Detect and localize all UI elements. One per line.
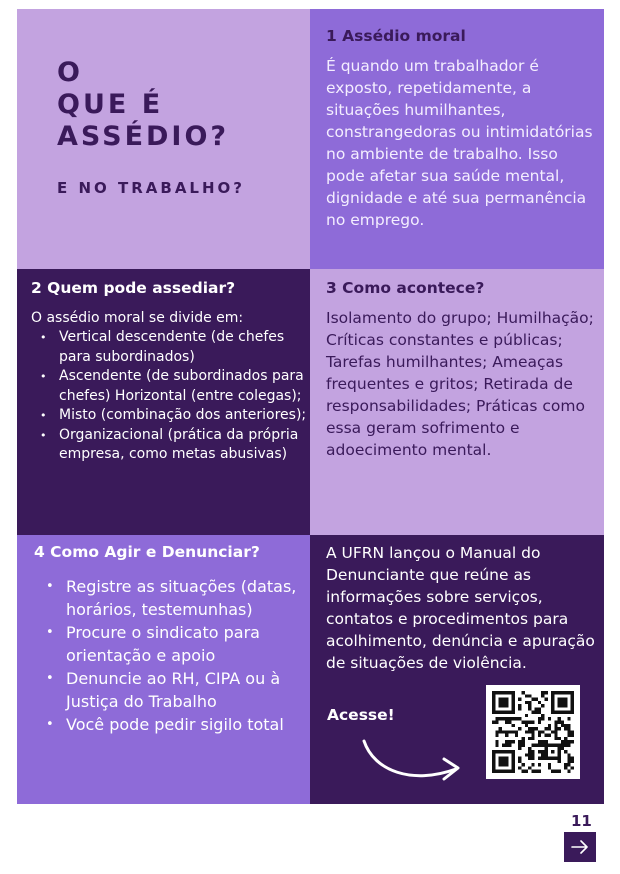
page-number: 11 [571, 812, 592, 830]
list-item: • Registre as situações (datas, horários, testemunhas) [34, 575, 304, 621]
page-title-line: QUE É [57, 89, 164, 120]
list-item: • Organizacional (prática da própria empresa, como metas abusivas) [31, 426, 307, 465]
list-item: • Vertical descendente (de chefes para subordinados) [31, 328, 307, 367]
arrow-right-icon [571, 840, 589, 854]
page-subtitle: E NO TRABALHO? [57, 179, 245, 197]
list-item: • Procure o sindicato para orientação e apoio [34, 621, 304, 667]
section-heading: 4 Como Agir e Denunciar? [34, 543, 260, 561]
section-text: É quando um trabalhador é exposto, repetidamente, a situações humilhantes, constrangedoras ou intimidatórias no ambiente de trabalho. Isso pode afetar sua saúde mental, dignidade e até sua permanência no emprego. [326, 57, 593, 229]
section-como-acontece [310, 269, 604, 535]
section-manual-denunciante [310, 535, 604, 804]
title-panel [17, 9, 310, 269]
section-quem-pode-assediar [17, 269, 310, 535]
next-page-button[interactable] [564, 832, 596, 862]
list-item: • Denuncie ao RH, CIPA ou à Justiça do Trabalho [34, 667, 304, 713]
curved-arrow-icon [360, 735, 470, 791]
page-title-line: O [57, 57, 83, 88]
list-item: • Ascendente (de subordinados para chefes) Horizontal (entre colegas); [31, 367, 307, 406]
section-heading: 3 Como acontece? [326, 279, 485, 297]
page-title-line: ASSÉDIO? [57, 121, 230, 152]
section-heading: 1 Assédio moral [326, 27, 466, 45]
section-assedio-moral [310, 9, 604, 269]
actions-list [34, 575, 304, 736]
list-item: • Misto (combinação dos anteriores); [31, 406, 307, 426]
section-text: Isolamento do grupo; Humilhação; Críticas constantes e públicas; Tarefas humilhantes; Ameaças frequentes e gritos; Retirada de responsabilidades; Práticas como essa geram sofrimento e adoecimento mental. [326, 309, 594, 459]
section-text: A UFRN lançou o Manual do Denunciante que reúne as informações sobre serviços, contatos e procedimentos para acolhimento, denúncia e apuração de situações de violência. [326, 544, 595, 672]
section-como-agir [17, 535, 310, 804]
page-title [57, 57, 229, 153]
access-label: Acesse! [327, 706, 395, 724]
section-heading: 2 Quem pode assediar? [31, 279, 236, 297]
section-intro: O assédio moral se divide em: [31, 310, 244, 326]
qr-code-icon[interactable] [486, 685, 580, 779]
list-item: • Você pode pedir sigilo total [34, 713, 304, 736]
harassment-types-list [31, 328, 307, 465]
